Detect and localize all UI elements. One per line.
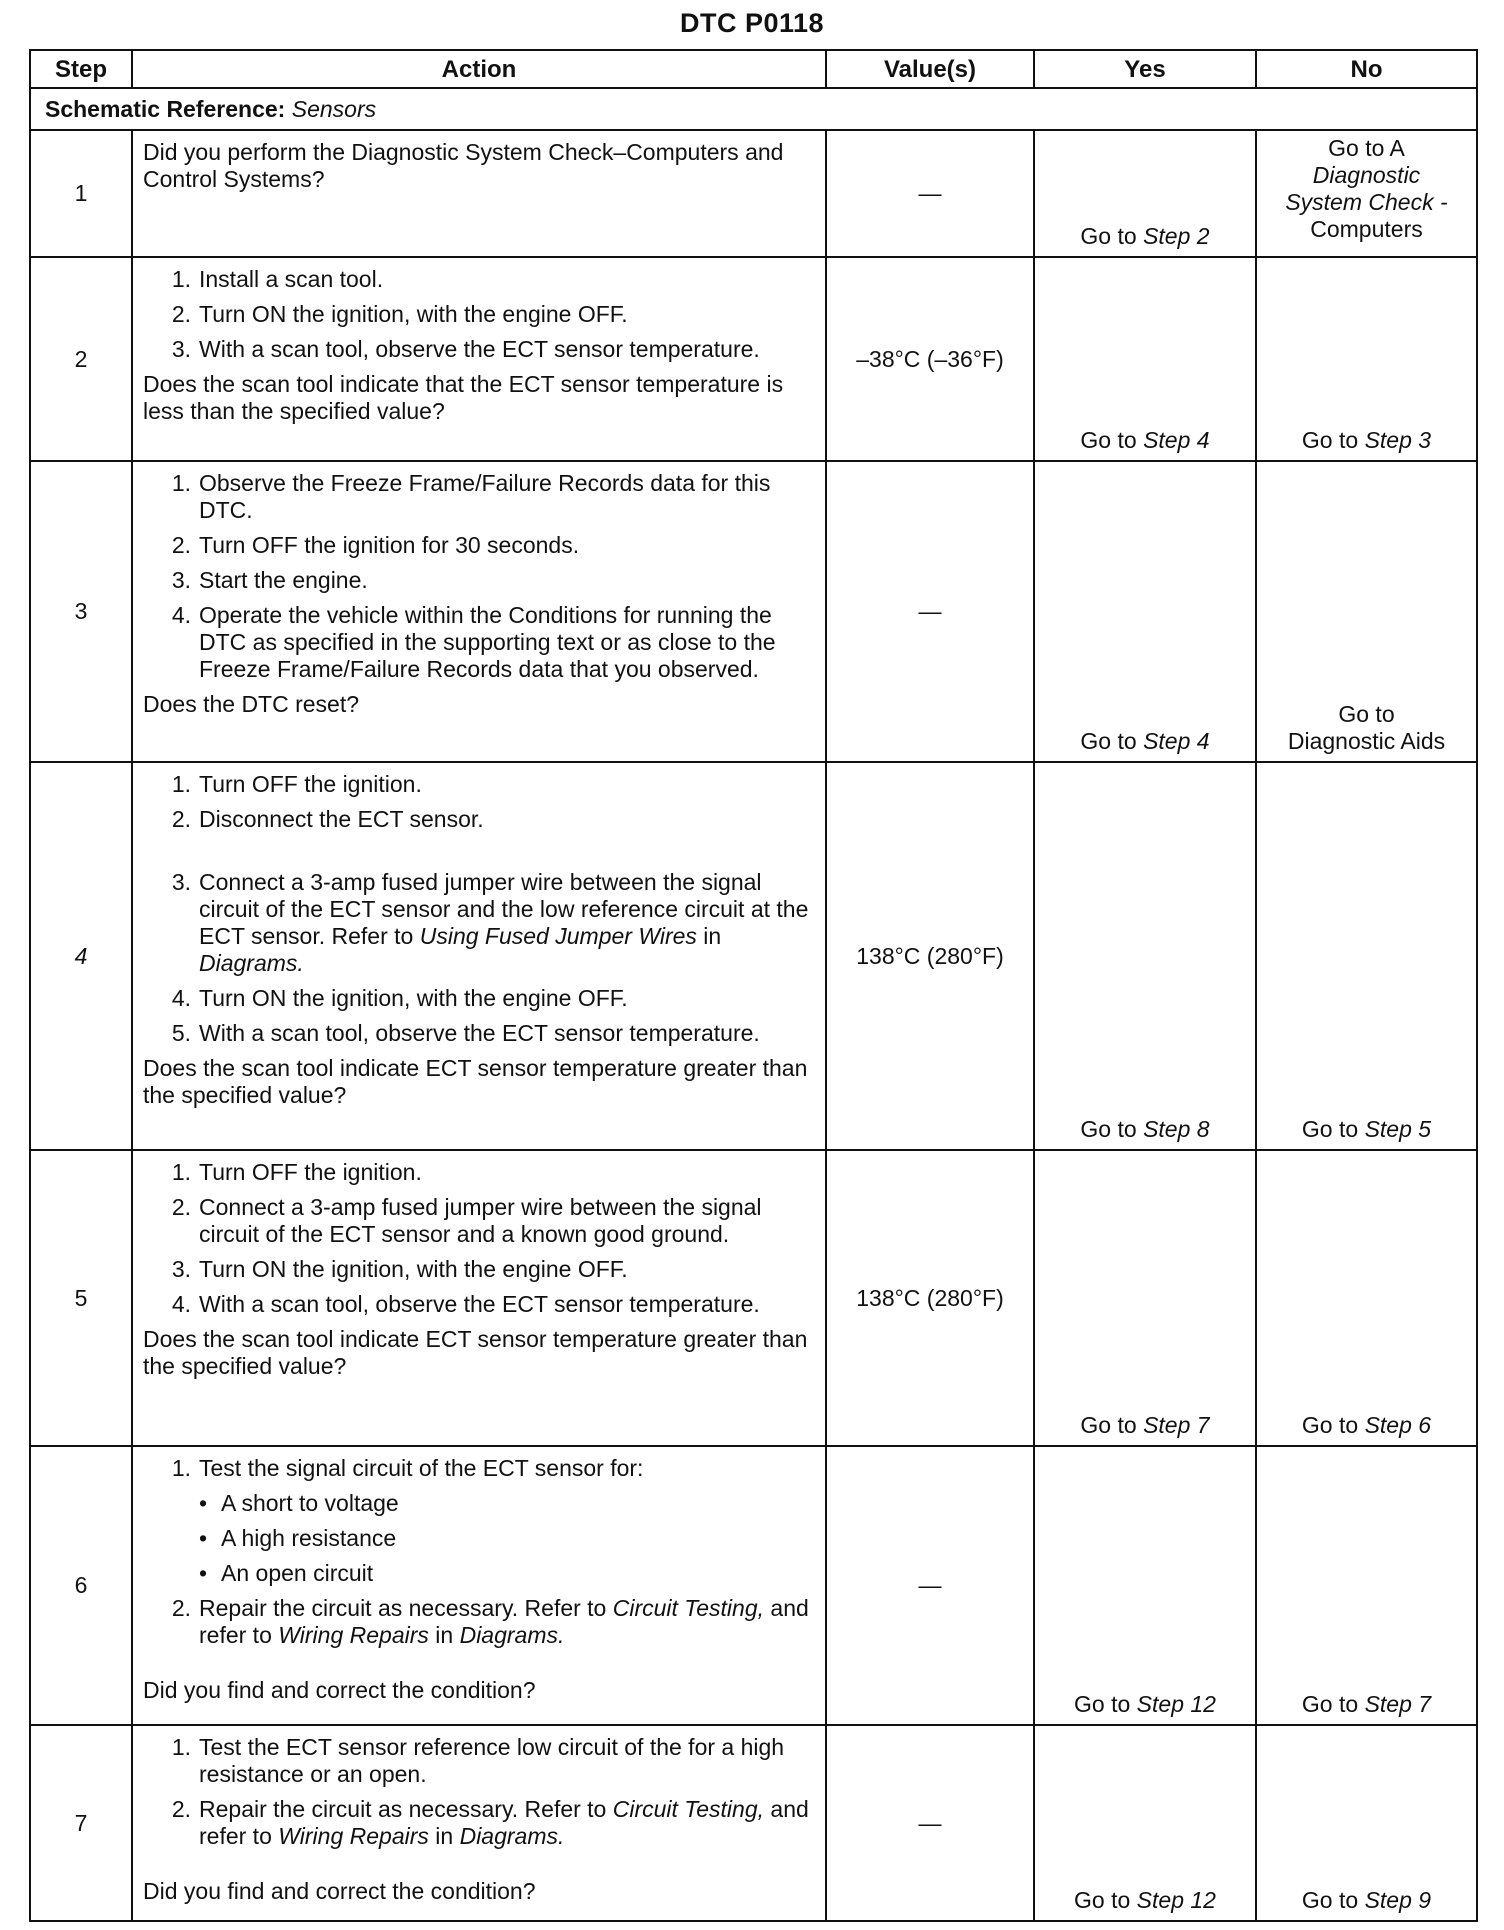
no-cell [1256, 130, 1477, 257]
action-item: 1. Install a scan tool. [161, 266, 817, 293]
action-item: 4. With a scan tool, observe the ECT sensor temperature. [161, 1291, 817, 1318]
no-line-text: Computers [1310, 216, 1423, 242]
schematic-row [30, 88, 1477, 130]
bullet-item: • A short to voltage [199, 1490, 399, 1516]
yes-cell [1034, 1725, 1256, 1921]
no-step-link[interactable]: Step 9 [1364, 1887, 1432, 1913]
yes-prefix: Go to [1074, 1691, 1137, 1717]
action-item-text: Connect a 3-amp fused jumper wire between the signal circuit of the ECT sensor and the low reference circuit at the ECT sensor. Refer to [199, 869, 809, 949]
no-line: Go to [1338, 701, 1395, 727]
no-cell [1256, 461, 1477, 762]
no-line [1257, 135, 1476, 162]
action-cell [132, 1150, 826, 1446]
bullet-text: A high resistance [221, 1525, 397, 1551]
table-row [30, 762, 1477, 1150]
reference-link[interactable]: Diagrams. [459, 1622, 565, 1648]
step-number [30, 762, 132, 1150]
action-item-text: Test the ECT sensor reference low circuit of the for a high resistance or an open. [199, 1734, 785, 1787]
header-row [30, 50, 1477, 88]
action-item: 1. Turn OFF the ignition. [161, 771, 817, 798]
reference-link[interactable]: Wiring Repairs [278, 1622, 429, 1648]
action-cell [132, 762, 826, 1150]
no-line-text: Diagnostic [1312, 162, 1421, 188]
bullet-item: • A high resistance [199, 1525, 397, 1551]
no-cell [1256, 1150, 1477, 1446]
step-number: 3 [30, 461, 132, 762]
no-cell [1256, 762, 1477, 1150]
header-yes: Yes [1034, 50, 1256, 88]
yes-cell [1034, 130, 1256, 257]
no-step-link[interactable]: Step 7 [1364, 1691, 1432, 1717]
bullet-text: An open circuit [221, 1560, 374, 1586]
yes-step-link[interactable]: Step 8 [1143, 1116, 1210, 1142]
no-line-text: System Check - [1285, 189, 1448, 215]
table-row [30, 1150, 1477, 1446]
yes-cell [1034, 1150, 1256, 1446]
no-link[interactable] [1257, 162, 1476, 189]
action-item-text: and refer to [199, 1595, 809, 1648]
no-link[interactable]: Diagnostic Aids [1287, 728, 1446, 754]
action-item-text: Start the engine. [199, 567, 368, 593]
table-row [30, 130, 1477, 257]
step-number: 6 [30, 1446, 132, 1725]
step-number: 7 [30, 1725, 132, 1921]
action-item: 3. Turn ON the ignition, with the engine OFF. [161, 1256, 817, 1283]
value-cell: — [826, 1446, 1034, 1725]
yes-step-link[interactable]: Step 4 [1143, 728, 1210, 754]
yes-prefix: Go to [1080, 427, 1144, 453]
action-item-text: Disconnect the ECT sensor. [199, 806, 484, 832]
action-item: 2. Repair the circuit as necessary. Refer to Circuit Testing, and refer to Wiring Repairs in Diagrams. [171, 1595, 809, 1648]
no-step-link[interactable]: Step 5 [1364, 1116, 1432, 1142]
action-question: Did you find and correct the condition? [143, 1878, 536, 1904]
header-value: Value(s) [826, 50, 1034, 88]
yes-step-link[interactable]: Step 12 [1136, 1887, 1216, 1913]
yes-cell [1034, 257, 1256, 461]
action-item: 2. Connect a 3-amp fused jumper wire between the signal circuit of the ECT sensor and a known good ground. [161, 1194, 817, 1248]
action-item-text: Turn OFF the ignition for 30 seconds. [199, 532, 580, 558]
no-prefix: Go to [1301, 1116, 1365, 1142]
no-step-link[interactable]: Step 6 [1364, 1412, 1432, 1438]
step-number: 5 [30, 1150, 132, 1446]
no-line-text: Go to A [1328, 135, 1405, 161]
action-item: 2. Repair the circuit as necessary. Refer to Circuit Testing, and refer to Wiring Repairs in Diagrams. [171, 1796, 809, 1849]
schematic-label: Schematic Reference: [45, 95, 286, 122]
yes-step-link[interactable]: Step 2 [1143, 223, 1210, 249]
table-row [30, 1446, 1477, 1725]
value-cell: — [826, 1725, 1034, 1921]
header-step: Step [30, 50, 132, 88]
yes-step-link[interactable]: Step 7 [1143, 1412, 1210, 1438]
step-number: 2 [30, 257, 132, 461]
action-item: 1. Observe the Freeze Frame/Failure Records data for this DTC. [161, 470, 817, 524]
yes-cell [1034, 461, 1256, 762]
bullet-item: • An open circuit [199, 1560, 374, 1586]
action-item-text: With a scan tool, observe the ECT sensor temperature. [199, 1020, 760, 1046]
reference-link[interactable]: Circuit Testing, [612, 1796, 765, 1822]
header-no: No [1256, 50, 1477, 88]
action-cell [132, 130, 826, 257]
yes-step-link[interactable]: Step 12 [1136, 1691, 1216, 1717]
action-item: 3. Connect a 3-amp fused jumper wire between the signal circuit of the ECT sensor and the low reference circuit at the ECT sensor. Refer to Using Fused Jumper Wires in Diagrams. [171, 869, 809, 976]
value-cell: — [826, 130, 1034, 257]
action-item-text: Repair the circuit as necessary. Refer to [199, 1796, 613, 1822]
yes-prefix: Go to [1080, 223, 1144, 249]
no-prefix: Go to [1301, 427, 1365, 453]
yes-prefix: Go to [1074, 1887, 1137, 1913]
value-cell: 138°C (280°F) [826, 762, 1034, 1150]
yes-step-link[interactable]: Step 4 [1143, 427, 1210, 453]
action-item-text: and refer to [199, 1796, 809, 1849]
yes-cell [1034, 1446, 1256, 1725]
table-row [30, 461, 1477, 762]
header-action: Action [132, 50, 826, 88]
no-prefix: Go to [1301, 1887, 1365, 1913]
bullet-text: A short to voltage [221, 1490, 399, 1516]
action-item: 3. With a scan tool, observe the ECT sensor temperature. [161, 336, 817, 363]
action-item-text: Turn ON the ignition, with the engine OFF. [199, 1256, 628, 1282]
reference-link[interactable]: Using Fused Jumper Wires [419, 923, 697, 949]
value-cell: — [826, 461, 1034, 762]
step-number: 1 [30, 130, 132, 257]
yes-cell [1034, 762, 1256, 1150]
table-row [30, 1725, 1477, 1921]
action-text: Did you perform the Diagnostic System Check–Computers and Control Systems? [143, 139, 784, 192]
action-question: Does the scan tool indicate that the ECT sensor temperature is less than the specified value? [143, 371, 784, 424]
action-item: 3. Start the engine. [161, 567, 817, 594]
action-item-text: With a scan tool, observe the ECT sensor temperature. [199, 336, 760, 362]
action-item-text: Install a scan tool. [199, 266, 384, 292]
action-item: 5. With a scan tool, observe the ECT sensor temperature. [161, 1020, 817, 1047]
no-step-link[interactable]: Step 3 [1364, 427, 1432, 453]
action-item-text: Turn ON the ignition, with the engine OFF. [199, 301, 628, 327]
action-cell [132, 461, 826, 762]
no-prefix: Go to [1301, 1691, 1365, 1717]
action-item: 1. Turn OFF the ignition. [161, 1159, 817, 1186]
action-cell [132, 1446, 826, 1725]
page-title: DTC P0118 [679, 8, 825, 38]
dtc-table [29, 49, 1478, 1922]
action-question: Did you find and correct the condition? [143, 1677, 536, 1703]
action-item-text: in [428, 1622, 460, 1648]
action-question: Does the DTC reset? [143, 691, 360, 717]
action-item: 1. Test the ECT sensor reference low circuit of the for a high resistance or an open. [161, 1734, 817, 1788]
schematic-reference [30, 88, 1477, 130]
action-item: 2. Turn ON the ignition, with the engine OFF. [161, 301, 817, 328]
action-item-text: Operate the vehicle within the Conditions for running the DTC as specified in the supporting text or as close to the Freeze Frame/Failure Records data that you observed. [199, 602, 776, 682]
action-item-text: Test the signal circuit of the ECT sensor for: [199, 1455, 644, 1481]
yes-prefix: Go to [1080, 1116, 1144, 1142]
action-cell [132, 1725, 826, 1921]
action-item-text: in [428, 1823, 460, 1849]
no-line [1257, 216, 1476, 243]
action-question: Does the scan tool indicate ECT sensor temperature greater than the specified value? [143, 1326, 808, 1379]
no-cell [1256, 1446, 1477, 1725]
action-item-text: With a scan tool, observe the ECT sensor temperature. [199, 1291, 760, 1317]
table-row [30, 257, 1477, 461]
action-item-text: Turn ON the ignition, with the engine OFF. [199, 985, 628, 1011]
action-item: 1. Test the signal circuit of the ECT sensor for: [161, 1455, 817, 1482]
no-prefix: Go to [1301, 1412, 1365, 1438]
no-link[interactable] [1257, 189, 1476, 216]
yes-prefix: Go to [1080, 728, 1144, 754]
reference-link[interactable]: Diagrams. [199, 950, 304, 976]
no-cell [1256, 1725, 1477, 1921]
yes-prefix: Go to [1080, 1412, 1144, 1438]
action-item-text: in [696, 923, 722, 949]
action-item: 2. Disconnect the ECT sensor. [161, 806, 817, 833]
action-item: 2. Turn OFF the ignition for 30 seconds. [161, 532, 817, 559]
value-cell: 138°C (280°F) [826, 1150, 1034, 1446]
action-item-text: Repair the circuit as necessary. Refer to [199, 1595, 613, 1621]
schematic-value: Sensors [291, 95, 377, 122]
action-item-text: Turn OFF the ignition. [199, 1159, 422, 1185]
action-cell [132, 257, 826, 461]
reference-link[interactable]: Diagrams. [459, 1823, 565, 1849]
reference-link[interactable]: Circuit Testing, [612, 1595, 765, 1621]
action-question: Does the scan tool indicate ECT sensor temperature greater than the specified value? [143, 1055, 808, 1108]
action-item-text: Turn OFF the ignition. [199, 771, 422, 797]
reference-link[interactable]: Wiring Repairs [278, 1823, 429, 1849]
step-number-text: 4 [74, 942, 88, 969]
action-item: 4. Operate the vehicle within the Conditions for running the DTC as specified in the supporting text or as close to the Freeze Frame/Failure Records data that you observed. [161, 602, 817, 683]
action-item-text: Connect a 3-amp fused jumper wire between the signal circuit of the ECT sensor and a known good ground. [199, 1194, 762, 1247]
action-item: 4. Turn ON the ignition, with the engine OFF. [161, 985, 817, 1012]
action-item-text: Observe the Freeze Frame/Failure Records data for this DTC. [199, 470, 771, 523]
value-cell: –38°C (–36°F) [826, 257, 1034, 461]
no-cell [1256, 257, 1477, 461]
